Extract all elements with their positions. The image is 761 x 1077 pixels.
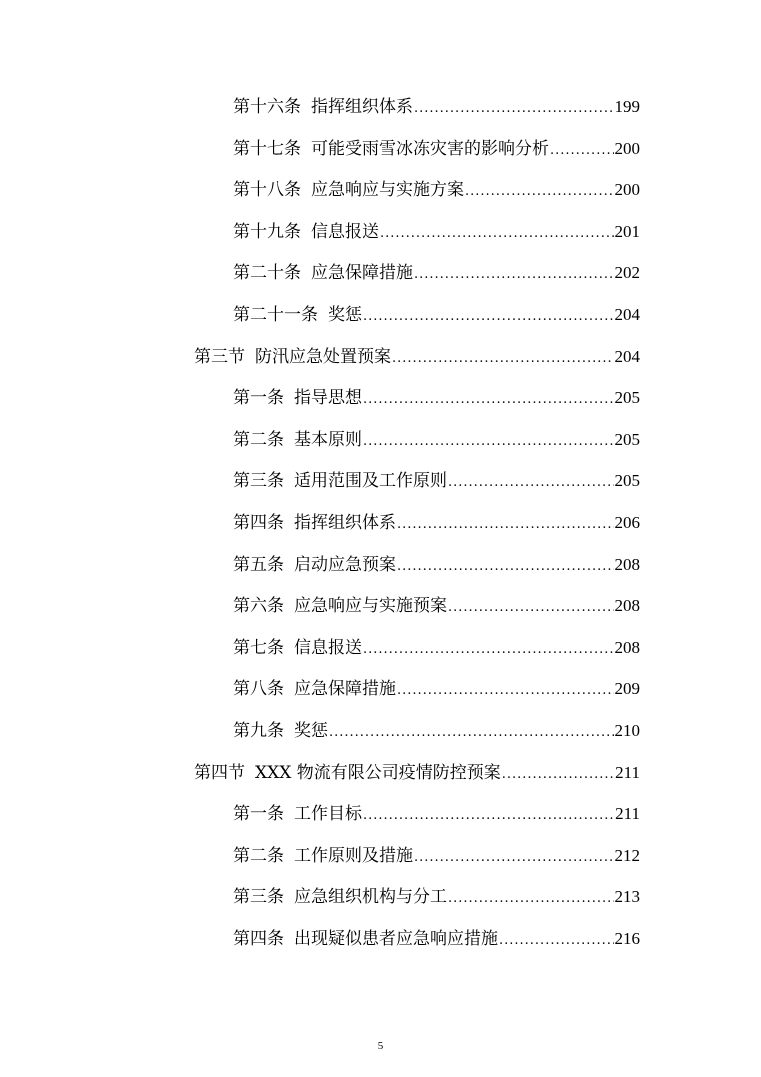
toc-dot-leader xyxy=(499,928,614,954)
toc-entry-number: 第四条 xyxy=(233,929,284,949)
toc-dot-leader xyxy=(329,720,614,746)
toc-entry-title: 指挥组织体系 xyxy=(311,97,413,117)
toc-entry-title: 奖惩 xyxy=(294,721,328,741)
toc-dot-leader xyxy=(448,595,614,621)
toc-entry-page: 202 xyxy=(614,263,640,283)
toc-entry-number: 第一条 xyxy=(233,804,284,825)
toc-entry-number: 第十九条 xyxy=(233,221,301,242)
toc-section-entry[interactable] xyxy=(194,344,640,370)
toc-article-entry[interactable] xyxy=(233,94,640,120)
toc-entry-number: 第六条 xyxy=(233,596,284,617)
toc-entry-title: 适用范围及工作原则 xyxy=(294,471,447,492)
toc-dot-leader xyxy=(414,262,614,288)
toc-entry-title: 应急响应与实施方案 xyxy=(311,180,464,201)
toc-dot-leader xyxy=(380,221,614,247)
toc-dot-leader xyxy=(397,678,614,704)
toc-dot-leader xyxy=(363,304,614,330)
toc-entry-number: 第三条 xyxy=(233,471,284,492)
toc-article-entry[interactable] xyxy=(233,219,640,245)
toc-dot-leader xyxy=(363,803,614,829)
toc-entry-page: 205 xyxy=(614,388,640,408)
toc-article-entry[interactable] xyxy=(233,552,640,578)
toc-entry-number: 第一条 xyxy=(233,388,284,409)
toc-entry-title: 启动应急预案 xyxy=(294,554,396,575)
toc-dot-leader xyxy=(414,96,614,122)
toc-article-entry[interactable] xyxy=(233,510,640,536)
toc-entry-title: 应急组织机构与分工 xyxy=(294,887,447,908)
toc-entry-title: 信息报送 xyxy=(294,637,362,658)
toc-dot-leader xyxy=(397,512,614,538)
toc-entry-title: 工作原则及措施 xyxy=(294,845,413,866)
toc-entry-number: 第三节 xyxy=(194,346,245,367)
toc-entry-number: 第二条 xyxy=(233,845,284,866)
toc-article-entry[interactable] xyxy=(233,926,640,952)
toc-article-entry[interactable] xyxy=(233,884,640,910)
toc-entry-number: 第五条 xyxy=(233,554,284,575)
toc-entry-page: 213 xyxy=(614,887,640,907)
toc-entry-number: 第四节 xyxy=(194,762,245,783)
toc-entry-title: 指导思想 xyxy=(294,388,362,409)
toc-entry-page: 204 xyxy=(614,346,640,366)
toc-article-entry[interactable] xyxy=(233,718,640,744)
toc-entry-title: 可能受雨雪冰冻灾害的影响分析 xyxy=(311,138,549,159)
toc-article-entry[interactable] xyxy=(233,177,640,203)
toc-article-entry[interactable] xyxy=(233,385,640,411)
toc-dot-leader xyxy=(502,762,614,788)
toc-entry-title: XXX 物流有限公司疫情防控预案 xyxy=(255,762,501,783)
toc-article-entry[interactable] xyxy=(233,635,640,661)
toc-entry-number: 第二条 xyxy=(233,429,284,450)
toc-entry-page: 208 xyxy=(614,596,640,616)
toc-entry-number: 第十八条 xyxy=(233,180,301,201)
toc-entry-page: 205 xyxy=(614,429,640,449)
toc-entry-page: 209 xyxy=(614,679,640,699)
toc-entry-number: 第八条 xyxy=(233,679,284,700)
toc-entry-page: 211 xyxy=(615,762,640,782)
toc-entry-title: 应急保障措施 xyxy=(294,679,396,700)
toc-entry-title: 基本原则 xyxy=(294,429,362,450)
toc-entry-page: 204 xyxy=(614,305,640,324)
toc-entry-page: 216 xyxy=(614,929,640,948)
toc-entry-number: 第三条 xyxy=(233,887,284,908)
toc-entry-title: 应急响应与实施预案 xyxy=(294,596,447,617)
toc-entry-page: 206 xyxy=(614,513,640,532)
toc-entry-title: 奖惩 xyxy=(328,305,362,325)
toc-entry-page: 208 xyxy=(614,637,640,657)
toc-article-entry[interactable] xyxy=(233,801,640,827)
toc-dot-leader xyxy=(363,387,614,413)
toc-dot-leader xyxy=(550,138,614,164)
toc-entry-page: 200 xyxy=(614,138,640,158)
toc-entry-page: 199 xyxy=(614,97,640,116)
toc-entry-page: 200 xyxy=(614,180,640,200)
toc-entry-page: 201 xyxy=(614,221,640,241)
toc-entry-number: 第二十一条 xyxy=(233,305,318,325)
toc-entry-title: 防汛应急处置预案 xyxy=(255,346,391,367)
toc-article-entry[interactable] xyxy=(233,136,640,162)
toc-article-entry[interactable] xyxy=(233,676,640,702)
toc-entry-number: 第十六条 xyxy=(233,97,301,117)
toc-entry-title: 应急保障措施 xyxy=(311,263,413,284)
toc-dot-leader xyxy=(414,845,614,871)
page-number: 5 xyxy=(377,1040,384,1052)
toc-dot-leader xyxy=(465,179,614,205)
toc-entry-page: 205 xyxy=(614,471,640,491)
toc-dot-leader xyxy=(392,346,614,372)
toc-entry-number: 第七条 xyxy=(233,637,284,658)
toc-entry-number: 第二十条 xyxy=(233,263,301,284)
toc-entry-number: 第九条 xyxy=(233,721,284,741)
toc-section-entry[interactable] xyxy=(194,760,640,786)
toc-entry-page: 211 xyxy=(615,804,640,824)
toc-dot-leader xyxy=(448,470,614,496)
toc-dot-leader xyxy=(397,554,614,580)
toc-article-entry[interactable] xyxy=(233,427,640,453)
toc-article-entry[interactable] xyxy=(233,593,640,619)
toc-dot-leader xyxy=(363,429,614,455)
toc-article-entry[interactable] xyxy=(233,302,640,328)
toc-dot-leader xyxy=(448,886,614,912)
toc-dot-leader xyxy=(363,637,614,663)
toc-article-entry[interactable] xyxy=(233,260,640,286)
toc-entry-page: 208 xyxy=(614,554,640,574)
toc-article-entry[interactable] xyxy=(233,468,640,494)
toc-entry-page: 210 xyxy=(614,721,640,740)
toc-article-entry[interactable] xyxy=(233,843,640,869)
toc-entry-title: 出现疑似患者应急响应措施 xyxy=(294,929,498,949)
toc-entry-title: 指挥组织体系 xyxy=(294,513,396,533)
toc-entry-page: 212 xyxy=(614,845,640,865)
toc-entry-title: 信息报送 xyxy=(311,221,379,242)
toc-entry-title: 工作目标 xyxy=(294,804,362,825)
toc-entry-number: 第十七条 xyxy=(233,138,301,159)
toc-entry-number: 第四条 xyxy=(233,513,284,533)
